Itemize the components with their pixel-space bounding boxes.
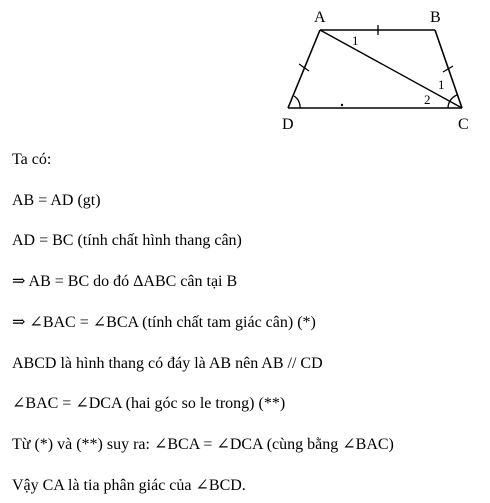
angle-arc-c — [448, 101, 450, 108]
vertex-label-d: D — [282, 116, 294, 133]
text-line-7: ∠BAC = ∠DCA (hai góc so le trong) (**) — [12, 395, 286, 412]
text-line-5: ⇒ ∠BAC = ∠BCA (tính chất tam giác cân) (*) — [12, 314, 316, 331]
base-dot — [341, 104, 343, 106]
angle-arc-d — [294, 96, 300, 108]
side-da — [288, 30, 320, 108]
diagonal-ac — [320, 30, 462, 108]
text-line-8: Từ (*) và (**) suy ra: ∠BCA = ∠DCA (cùng bằng ∠BAC) — [12, 436, 394, 453]
text-line-3: AD = BC (tính chất hình thang cân) — [12, 232, 242, 249]
angle-label-c2: 2 — [424, 92, 431, 107]
text-line-2: AB = AD (gt) — [12, 192, 101, 209]
vertex-label-c: C — [458, 116, 469, 133]
angle-label-c1: 1 — [438, 77, 445, 92]
text-line-9: Vậy CA là tia phân giác của ∠BCD. — [12, 477, 246, 494]
text-line-6: ABCD là hình thang có đáy là AB nên AB // CD — [12, 355, 323, 372]
vertex-label-b: B — [430, 9, 441, 26]
text-line-1: Ta có: — [12, 151, 52, 168]
vertex-label-a: A — [314, 9, 326, 26]
trapezoid-figure — [270, 0, 480, 140]
angle-label-a1: 1 — [352, 33, 359, 48]
angle-arc-c-upper — [450, 95, 457, 101]
text-line-4: ⇒ AB = BC do đó ΔABC cân tại B — [12, 273, 238, 290]
